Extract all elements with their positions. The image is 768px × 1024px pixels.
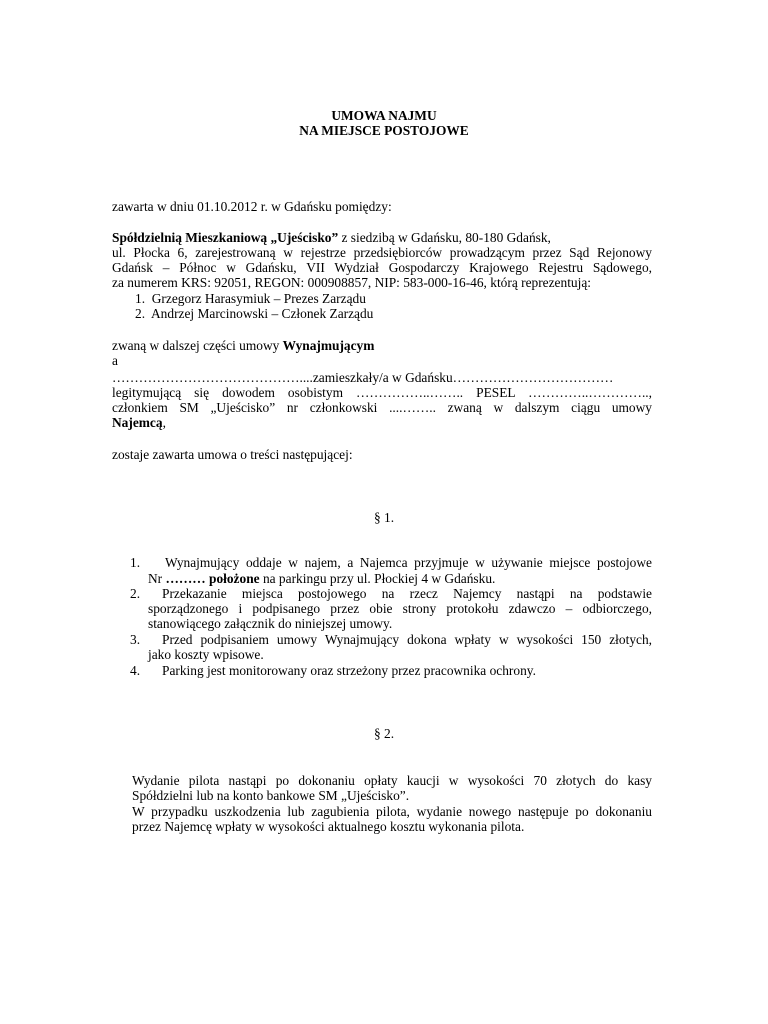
s1-item2-line1: Przekazanie miejsca postojowego na rzecz Najemcy nastąpi na podstawie xyxy=(162,586,652,601)
s1-item1-line1: Wynajmujący oddaje w najem, a Najemca przyjmuje w używanie miejsce postojowe xyxy=(165,555,652,570)
rep-1 xyxy=(135,291,675,306)
called1-line xyxy=(112,338,652,353)
s1-item1-line2 xyxy=(148,571,688,586)
party1-name: Spółdzielnią Mieszkaniową „Ujeścisko” xyxy=(112,230,339,245)
party1-name-rest: z siedzibą w Gdańsku, 80-180 Gdańsk, xyxy=(338,230,551,245)
rep-2-num: 2. xyxy=(135,306,146,321)
s1-item4-line1: Parking jest monitorowany oraz strzeżony przez pracownika ochrony. xyxy=(162,663,536,678)
s1-item4-num: 4. xyxy=(130,663,141,678)
s1-item3-line1: Przed podpisaniem umowy Wynajmujący dokona wpłaty w wysokości 150 złotych, xyxy=(162,632,652,647)
party1-line-2: ul. Płocka 6, zarejestrowaną w rejestrze przedsiębiorców prowadzącym przez Sąd Rejonowy xyxy=(112,245,652,260)
s1-item2-line2: sporządzonego i podpisanego przez obie strony protokołu zdawczo – odbiorczego, xyxy=(148,601,652,616)
title-line-2: NA MIEJSCE POSTOJOWE xyxy=(299,123,469,138)
party2-line-4 xyxy=(112,415,652,430)
party2-bold: Najemcą xyxy=(112,415,163,430)
s1-item2-num: 2. xyxy=(130,586,141,601)
concluded-text: zostaje zawarta umowa o treści następującej: xyxy=(112,447,353,462)
s1-item1-rest: na parkingu przy ul. Płockiej 4 w Gdańsku. xyxy=(259,571,496,586)
rep-2 xyxy=(135,306,675,321)
called1-bold: Wynajmującym xyxy=(282,338,375,353)
s1-item1-polozone: ……… położone xyxy=(165,571,260,586)
party1-line-1 xyxy=(112,230,652,245)
s1-item1-num: 1. xyxy=(130,555,141,570)
s2-line1: Wydanie pilota nastąpi po dokonaniu opłaty kaucji w wysokości 70 złotych do kasy xyxy=(132,773,652,788)
called1-text: zwaną w dalszej części umowy xyxy=(112,338,283,353)
party2-line-1: ……………………………………....zamieszkały/a w Gdańsku……………………………… xyxy=(112,370,614,385)
s2-line4: przez Najemcę wpłaty w wysokości aktualnego kosztu wykonania pilota. xyxy=(132,819,525,834)
title-line-1: UMOWA NAJMU xyxy=(331,108,437,123)
s2-line3: W przypadku uszkodzenia lub zagubienia pilota, wydanie nowego następuje po dokonaniu xyxy=(132,804,652,819)
rep-2-text: Andrzej Marcinowski – Członek Zarządu xyxy=(151,306,374,321)
party2-after: , xyxy=(162,415,166,430)
party2-line-2: legitymującą się dowodem osobistym ……………..…….. PESEL …………..………….., xyxy=(112,385,652,400)
s1-item1-nr: Nr xyxy=(148,571,166,586)
section1-heading: § 1. xyxy=(373,510,395,525)
s1-item3-line2: jako koszty wpisowe. xyxy=(148,647,264,662)
intro-text: zawarta w dniu 01.10.2012 r. w Gdańsku pomiędzy: xyxy=(112,199,392,214)
s1-item3-num: 3. xyxy=(130,632,141,647)
rep-1-num: 1. xyxy=(135,291,146,306)
section2-heading: § 2. xyxy=(373,726,395,741)
party1-line-4: za numerem KRS: 92051, REGON: 000908857, NIP: 583-000-16-46, którą reprezentują: xyxy=(112,275,591,290)
rep-1-text: Grzegorz Harasymiuk – Prezes Zarządu xyxy=(151,291,366,306)
party2-line-3: członkiem SM „Ujeścisko” nr członkowski ....…….. zwaną w dalszym ciągu umowy xyxy=(112,400,652,415)
s2-line2: Spółdzielni lub na konto bankowe SM „Ujeścisko”. xyxy=(132,788,410,803)
s1-item2-line3: stanowiącego załącznik do niniejszej umowy. xyxy=(148,616,393,631)
party1-line-3: Gdańsk – Północ w Gdańsku, VII Wydział Gospodarczy Krajowego Rejestru Sądowego, xyxy=(112,260,652,275)
and-text: a xyxy=(112,353,118,368)
